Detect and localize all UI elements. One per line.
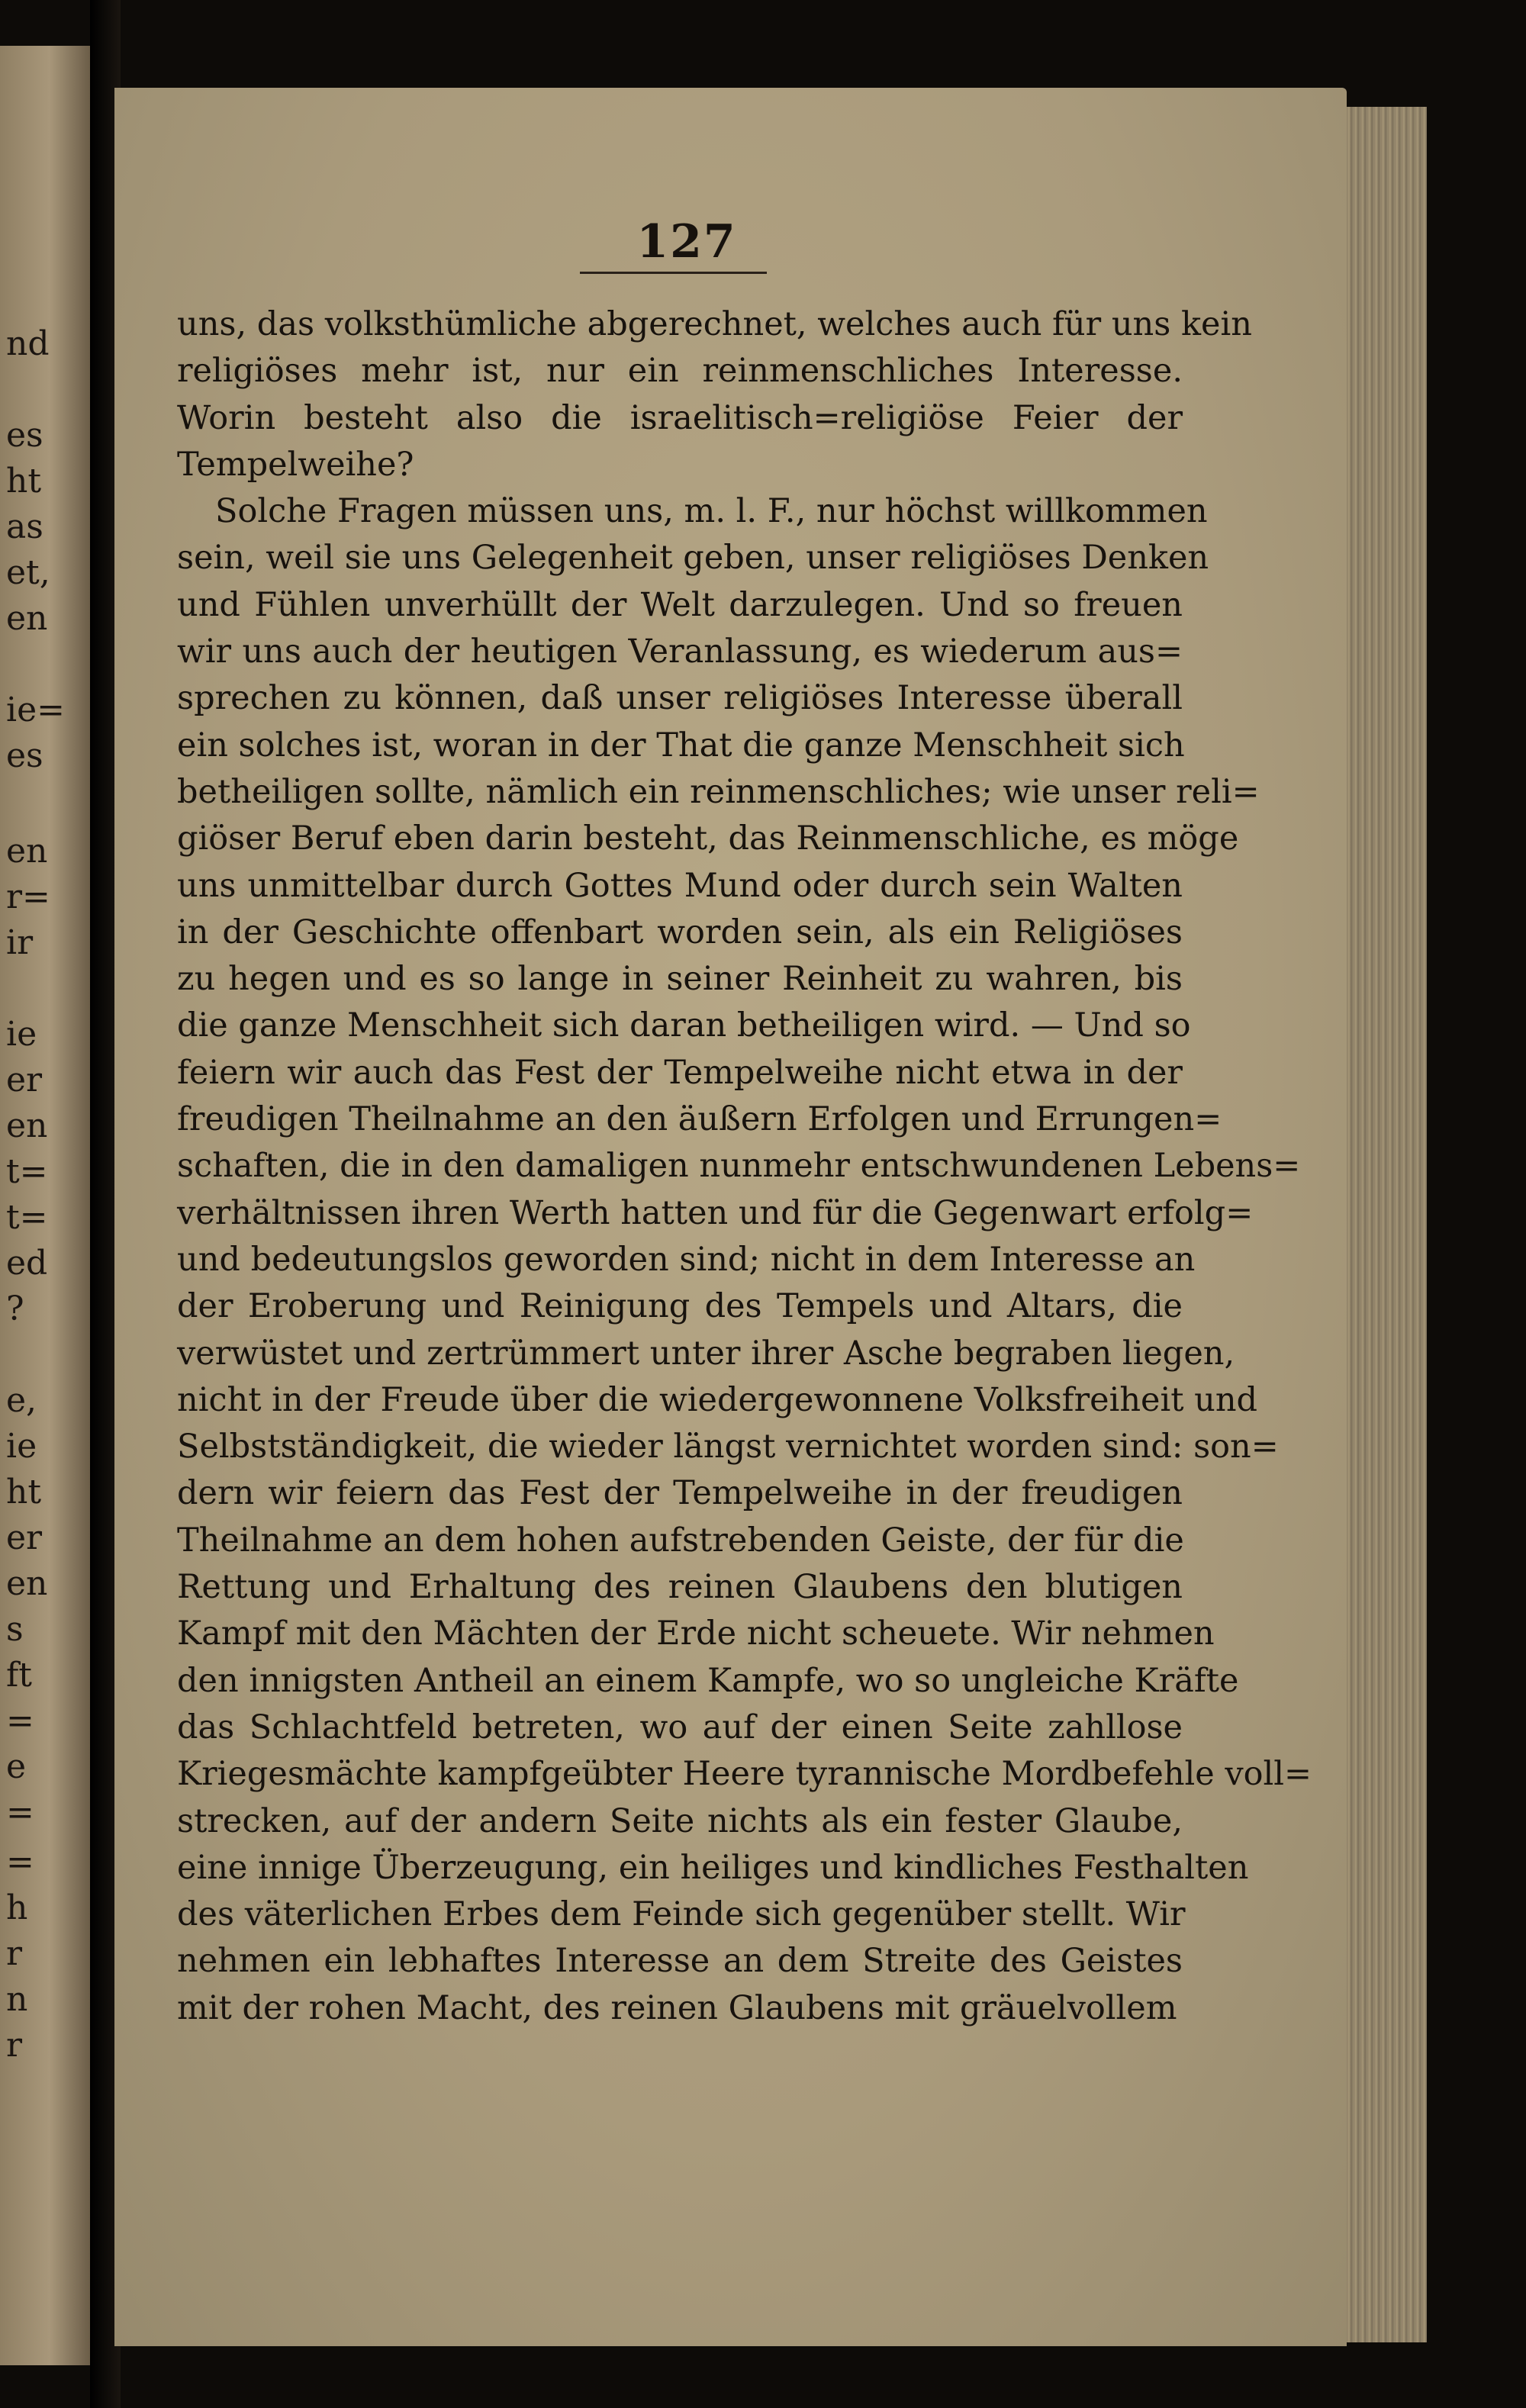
left-page-fragment: nd	[6, 324, 50, 363]
text-line: ein solches ist, woran in der That die ganze Menschheit sich	[177, 726, 1185, 765]
text-line: die ganze Menschheit sich daran betheiligen wird. — Und so	[177, 1006, 1191, 1045]
left-page-fragment: ie=	[6, 691, 65, 729]
left-page-fragment: as	[6, 507, 43, 546]
left-page-fragment: en	[6, 599, 48, 638]
left-page-fragment: h	[6, 1888, 28, 1927]
text-line: eine innige Überzeugung, ein heiliges und kindliches Festhalten	[177, 1848, 1249, 1887]
text-line: Rettung und Erhaltung des reinen Glaubens den blutigen	[177, 1568, 1183, 1607]
left-page-fragment: r	[6, 2026, 23, 2065]
text-line: mit der rohen Macht, des reinen Glaubens mit gräuelvollem	[177, 1988, 1177, 2027]
left-page-fragment: e	[6, 1747, 27, 1786]
text-line: verhältnissen ihren Werth hatten und für die Gegenwart erfolg=	[177, 1193, 1254, 1232]
left-page-fragment: ht	[6, 462, 42, 501]
header-rule	[580, 272, 767, 274]
left-page-fragment: =	[6, 1793, 34, 1832]
text-line: Worin besteht also die israelitisch=religiöse Feier der	[177, 398, 1183, 437]
left-page-fragment: =	[6, 1843, 34, 1882]
left-page-fragment: ?	[6, 1289, 24, 1328]
left-page-fragment: ie	[6, 1427, 37, 1466]
text-line: strecken, auf der andern Seite nichts als ein fester Glaube,	[177, 1801, 1183, 1840]
text-line: Kampf mit den Mächten der Erde nicht scheuete. Wir nehmen	[177, 1614, 1215, 1653]
left-page-fragment: ir	[6, 923, 34, 962]
left-page-fragment: er	[6, 1518, 43, 1557]
left-page-fragment: s	[6, 1610, 24, 1649]
body-text	[177, 301, 1312, 2032]
text-line: nehmen ein lebhaftes Interesse an dem Streite des Geistes	[177, 1942, 1183, 1981]
text-line: und bedeutungslos geworden sind; nicht in dem Interesse an	[177, 1240, 1196, 1279]
text-line: sein, weil sie uns Gelegenheit geben, unser religiöses Denken	[177, 539, 1209, 578]
left-page-fragment: t=	[6, 1198, 48, 1237]
text-line: uns, das volksthümliche abgerechnet, welches auch für uns kein	[177, 305, 1252, 343]
text-line: das Schlachtfeld betreten, wo auf der einen Seite zahllose	[177, 1708, 1183, 1746]
text-line: dern wir feiern das Fest der Tempelweihe in der freudigen	[177, 1474, 1183, 1513]
text-line: der Eroberung und Reinigung des Tempels und Altars, die	[177, 1287, 1183, 1326]
text-line: Theilnahme an dem hohen aufstrebenden Geiste, der für die	[177, 1521, 1184, 1560]
left-page-fragment: t=	[6, 1152, 48, 1191]
text-line: feiern wir auch das Fest der Tempelweihe nicht etwa in der	[177, 1053, 1183, 1092]
text-line: freudigen Theilnahme an den äußern Erfolgen und Errungen=	[177, 1100, 1222, 1139]
text-line: wir uns auch der heutigen Veranlassung, es wiederum aus=	[177, 633, 1183, 671]
left-page-fragment: en	[6, 1106, 48, 1145]
left-page-fragment: n	[6, 1980, 28, 2019]
left-page-fragment: et,	[6, 553, 50, 592]
left-page-fragment: es	[6, 416, 43, 455]
left-page-fragment: r	[6, 1934, 23, 1973]
text-line: giöser Beruf eben darin besteht, das Reinmenschliche, es möge	[177, 819, 1239, 858]
left-page-fragment: en	[6, 1564, 48, 1603]
text-line: verwüstet und zertrümmert unter ihrer Asche begraben liegen,	[177, 1334, 1235, 1373]
left-page-fragment: =	[6, 1701, 34, 1740]
text-line: zu hegen und es so lange in seiner Reinheit zu wahren, bis	[177, 960, 1183, 999]
left-page-fragment: ft	[6, 1656, 32, 1695]
left-page-fragment: es	[6, 736, 43, 775]
left-page-fragment: ht	[6, 1473, 42, 1511]
text-line: Kriegesmächte kampfgeübter Heere tyrannische Mordbefehle voll=	[177, 1755, 1312, 1794]
left-page-fragment: ie	[6, 1015, 37, 1054]
left-page-fragment: r=	[6, 877, 50, 916]
text-line: Selbstständigkeit, die wieder längst vernichtet worden sind: son=	[177, 1428, 1279, 1466]
text-line: nicht in der Freude über die wiedergewonnene Volksfreiheit und	[177, 1380, 1258, 1419]
text-line: uns unmittelbar durch Gottes Mund oder durch sein Walten	[177, 866, 1183, 905]
text-line: betheiligen sollte, nämlich ein reinmenschliches; wie unser reli=	[177, 772, 1260, 811]
text-line: in der Geschichte offenbart worden sein, als ein Religiöses	[177, 913, 1183, 951]
page-number: 127	[636, 215, 737, 269]
text-line: den innigsten Antheil an einem Kampfe, wo so ungleiche Kräfte	[177, 1661, 1239, 1700]
text-line: religiöses mehr ist, nur ein reinmenschliches Interesse.	[177, 352, 1183, 391]
left-page-fragment: e,	[6, 1381, 37, 1420]
text-line: und Fühlen unverhüllt der Welt darzulegen. Und so freuen	[177, 585, 1183, 624]
text-line: schaften, die in den damaligen nunmehr entschwundenen Lebens=	[177, 1147, 1301, 1186]
text-line: Solche Fragen müssen uns, m. l. F., nur höchst willkommen	[215, 492, 1208, 531]
page-edges	[1347, 107, 1427, 2342]
text-line: Tempelweihe?	[177, 445, 414, 484]
left-page-fragment: ed	[6, 1244, 48, 1283]
left-page-fragment: en	[6, 832, 48, 871]
text-line: des väterlichen Erbes dem Feinde sich gegenüber stellt. Wir	[177, 1895, 1186, 1934]
left-page-fragment: er	[6, 1061, 43, 1099]
text-line: sprechen zu können, daß unser religiöses Interesse überall	[177, 679, 1183, 718]
